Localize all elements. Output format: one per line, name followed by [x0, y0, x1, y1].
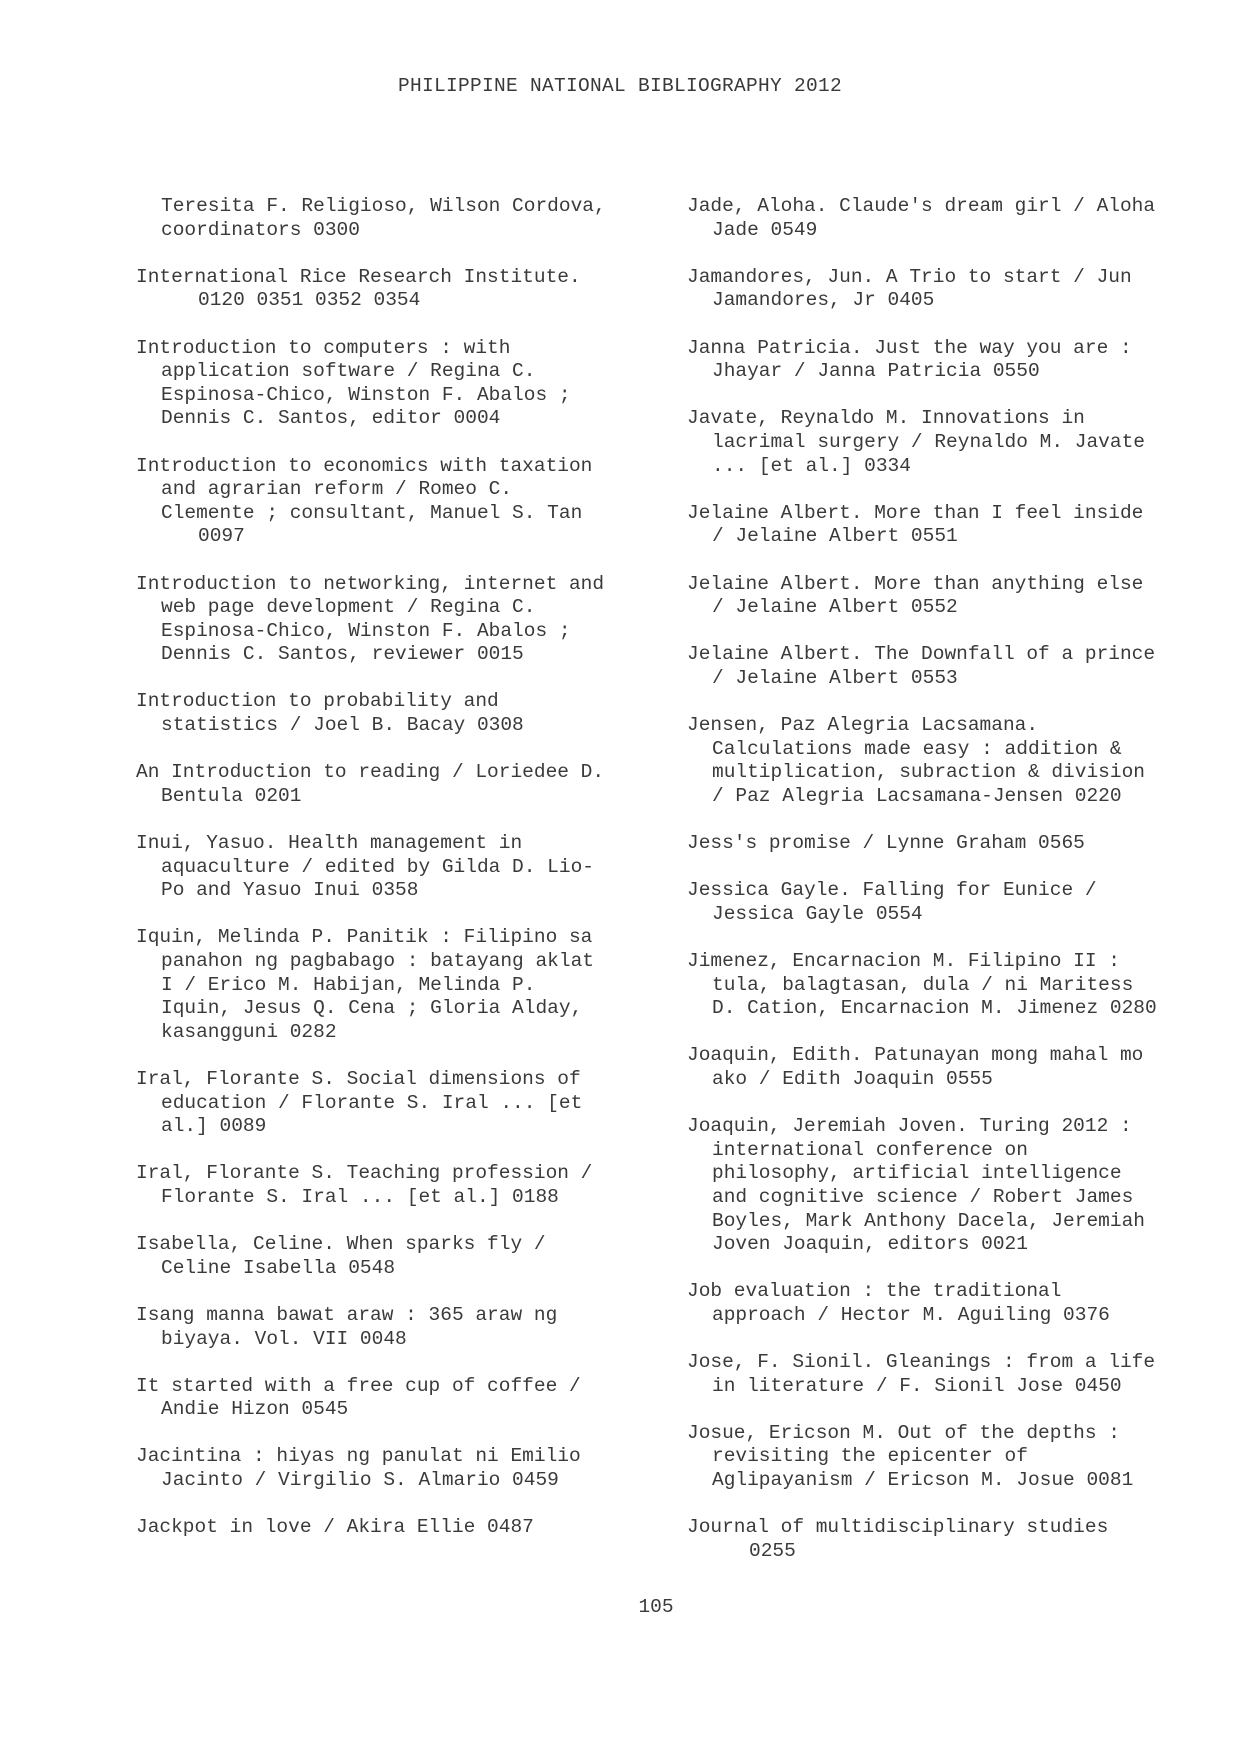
entry-line: al.] 0089	[161, 1115, 267, 1138]
entry-line: multiplication, subraction & division	[712, 761, 1145, 784]
entry-line: Iquin, Jesus Q. Cena ; Gloria Alday,	[161, 997, 583, 1020]
entry-line: 0120 0351 0352 0354	[198, 289, 421, 312]
entry-line: and agrarian reform / Romeo C.	[161, 478, 513, 501]
entry-line: Calculations made easy : addition &	[712, 737, 1122, 760]
bibliography-entry	[687, 502, 1207, 549]
bibliography-entry	[687, 1280, 1207, 1327]
entry-line: Jelaine Albert. The Downfall of a prince	[687, 643, 1156, 666]
bibliography-entry	[136, 1445, 656, 1492]
entry-line: aquaculture / edited by Gilda D. Lio-	[161, 855, 594, 878]
entry-line: Teresita F. Religioso, Wilson Cordova,	[161, 195, 606, 217]
bibliography-entry	[687, 950, 1207, 1021]
entry-line: Espinosa-Chico, Winston F. Abalos ;	[161, 619, 571, 642]
entry-line: Boyles, Mark Anthony Dacela, Jeremiah	[712, 1209, 1145, 1232]
entry-line: Jhayar / Janna Patricia 0550	[712, 360, 1040, 383]
entry-line: Andie Hizon 0545	[161, 1398, 349, 1421]
entry-line: philosophy, artificial intelligence	[712, 1162, 1122, 1185]
entry-line: Aglipayanism / Ericson M. Josue 0081	[712, 1469, 1134, 1492]
entry-line: It started with a free cup of coffee /	[136, 1374, 581, 1397]
left-column	[136, 195, 656, 1563]
entry-line: Isang manna bawat araw : 365 araw ng	[136, 1303, 558, 1326]
page-number: 105	[638, 1596, 674, 1618]
entry-line: ... [et al.] 0334	[712, 454, 911, 477]
entry-line: Introduction to probability and	[136, 690, 499, 713]
entry-line: Jessica Gayle 0554	[712, 902, 923, 925]
entry-line: Iral, Florante S. Social dimensions of	[136, 1067, 581, 1090]
entry-line: web page development / Regina C.	[161, 596, 536, 619]
entry-line: Clemente ; consultant, Manuel S. Tan	[161, 501, 583, 524]
entry-line: Introduction to economics with taxation	[136, 454, 593, 477]
bibliography-entry	[687, 1422, 1207, 1493]
bibliography-entry	[136, 832, 656, 903]
entry-line: Jess's promise / Lynne Graham 0565	[687, 832, 1085, 855]
entry-line: international conference on	[712, 1138, 1028, 1161]
entry-line: Inui, Yasuo. Health management in	[136, 832, 523, 855]
entry-line: Dennis C. Santos, reviewer 0015	[161, 643, 524, 666]
entry-line: Jade, Aloha. Claude's dream girl / Aloha	[687, 195, 1156, 217]
entry-line: approach / Hector M. Aguiling 0376	[712, 1303, 1110, 1326]
entry-line: statistics / Joel B. Bacay 0308	[161, 714, 524, 737]
bibliography-entry	[687, 832, 1207, 856]
bibliography-entry	[136, 1068, 656, 1139]
bibliography-entry	[687, 879, 1207, 926]
bibliography-entry	[687, 195, 1207, 242]
entry-line: Jensen, Paz Alegria Lacsamana.	[687, 714, 1039, 737]
entry-line: Introduction to networking, internet and	[136, 572, 605, 595]
entry-line: An Introduction to reading / Loriedee D.	[136, 761, 605, 784]
entry-line: D. Cation, Encarnacion M. Jimenez 0280	[712, 997, 1157, 1020]
bibliography-entry	[687, 714, 1207, 808]
bibliography-entry	[136, 1375, 656, 1422]
bibliography-entry	[687, 573, 1207, 620]
entry-line: / Jelaine Albert 0553	[712, 666, 958, 689]
entry-line: Jamandores, Jun. A Trio to start / Jun	[687, 265, 1132, 288]
entry-line: / Jelaine Albert 0552	[712, 596, 958, 619]
entry-line: / Paz Alegria Lacsamana-Jensen 0220	[712, 784, 1122, 807]
bibliography-entry	[687, 643, 1207, 690]
entry-line: Jessica Gayle. Falling for Eunice /	[687, 879, 1097, 902]
entry-line: panahon ng pagbabago : batayang aklat	[161, 950, 594, 972]
bibliography-entry	[136, 337, 656, 431]
entry-line: Jelaine Albert. More than I feel inside	[687, 501, 1144, 524]
entry-line: 0097	[198, 525, 245, 548]
bibliography-entry	[687, 407, 1207, 478]
entry-line: Joaquin, Edith. Patunayan mong mahal mo	[687, 1044, 1144, 1067]
right-column	[687, 195, 1207, 1587]
running-head: PHILIPPINE NATIONAL BIBLIOGRAPHY 2012	[397, 75, 843, 97]
entry-line: coordinators 0300	[161, 218, 360, 241]
entry-line: Jackpot in love / Akira Ellie 0487	[136, 1516, 534, 1539]
bibliography-entry	[136, 926, 656, 1044]
entry-line: I / Erico M. Habijan, Melinda P.	[161, 973, 536, 996]
bibliography-entry	[136, 1162, 656, 1209]
entry-line: education / Florante S. Iral ... [et	[161, 1091, 583, 1114]
entry-line: Jimenez, Encarnacion M. Filipino II :	[687, 950, 1120, 972]
entry-line: Po and Yasuo Inui 0358	[161, 879, 419, 902]
entry-line: Janna Patricia. Just the way you are :	[687, 336, 1132, 359]
bibliography-entry	[136, 455, 656, 549]
entry-line: lacrimal surgery / Reynaldo M. Javate	[712, 430, 1145, 453]
bibliography-entry	[136, 1304, 656, 1351]
entry-line: Isabella, Celine. When sparks fly /	[136, 1233, 546, 1256]
entry-line: and cognitive science / Robert James	[712, 1185, 1134, 1208]
entry-line: International Rice Research Institute.	[136, 265, 581, 288]
entry-line: Celine Isabella 0548	[161, 1256, 396, 1279]
entry-line: Jose, F. Sionil. Gleanings : from a life	[687, 1351, 1156, 1374]
entry-line: Job evaluation : the traditional	[687, 1280, 1062, 1303]
bibliography-entry	[136, 573, 656, 667]
bibliography-entry	[136, 1516, 656, 1540]
entry-line: biyaya. Vol. VII 0048	[161, 1327, 407, 1350]
bibliography-entry	[687, 1351, 1207, 1398]
entry-line: Josue, Ericson M. Out of the depths :	[687, 1421, 1120, 1444]
entry-line: Introduction to computers : with	[136, 336, 511, 359]
entry-line: Iquin, Melinda P. Panitik : Filipino sa	[136, 926, 593, 949]
entry-line: Jamandores, Jr 0405	[712, 289, 935, 312]
entry-line: Florante S. Iral ... [et al.] 0188	[161, 1185, 559, 1208]
bibliography-entry	[136, 1233, 656, 1280]
entry-line: in literature / F. Sionil Jose 0450	[712, 1374, 1122, 1397]
entry-line: application software / Regina C.	[161, 360, 536, 383]
entry-line: tula, balagtasan, dula / ni Maritess	[712, 973, 1134, 996]
entry-line: Journal of multidisciplinary studies	[687, 1516, 1109, 1539]
bibliography-entry	[687, 266, 1207, 313]
entry-line: Jade 0549	[712, 218, 818, 241]
entry-line: Javate, Reynaldo M. Innovations in	[687, 407, 1085, 430]
entry-line: / Jelaine Albert 0551	[712, 525, 958, 548]
entry-line: Jacinto / Virgilio S. Almario 0459	[161, 1469, 559, 1492]
entry-line: Bentula 0201	[161, 784, 302, 807]
entry-line: ako / Edith Joaquin 0555	[712, 1067, 993, 1090]
bibliography-entry	[136, 266, 656, 313]
entry-line: Jelaine Albert. More than anything else	[687, 572, 1144, 595]
entry-line: revisiting the epicenter of	[712, 1445, 1028, 1468]
bibliography-entry	[136, 761, 656, 808]
bibliography-entry	[136, 690, 656, 737]
entry-line: Iral, Florante S. Teaching profession /	[136, 1162, 593, 1185]
bibliography-entry	[687, 1115, 1207, 1257]
bibliography-entry	[687, 1044, 1207, 1091]
entry-line: Joven Joaquin, editors 0021	[712, 1233, 1028, 1256]
entry-line: Joaquin, Jeremiah Joven. Turing 2012 :	[687, 1115, 1132, 1138]
entry-line: 0255	[749, 1539, 796, 1562]
entry-line: Dennis C. Santos, editor 0004	[161, 407, 501, 430]
bibliography-entry	[136, 195, 656, 242]
entry-line: Jacintina : hiyas ng panulat ni Emilio	[136, 1445, 581, 1468]
bibliography-entry	[687, 1516, 1207, 1563]
entry-line: Espinosa-Chico, Winston F. Abalos ;	[161, 383, 571, 406]
entry-line: kasangguni 0282	[161, 1020, 337, 1043]
bibliography-entry	[687, 337, 1207, 384]
